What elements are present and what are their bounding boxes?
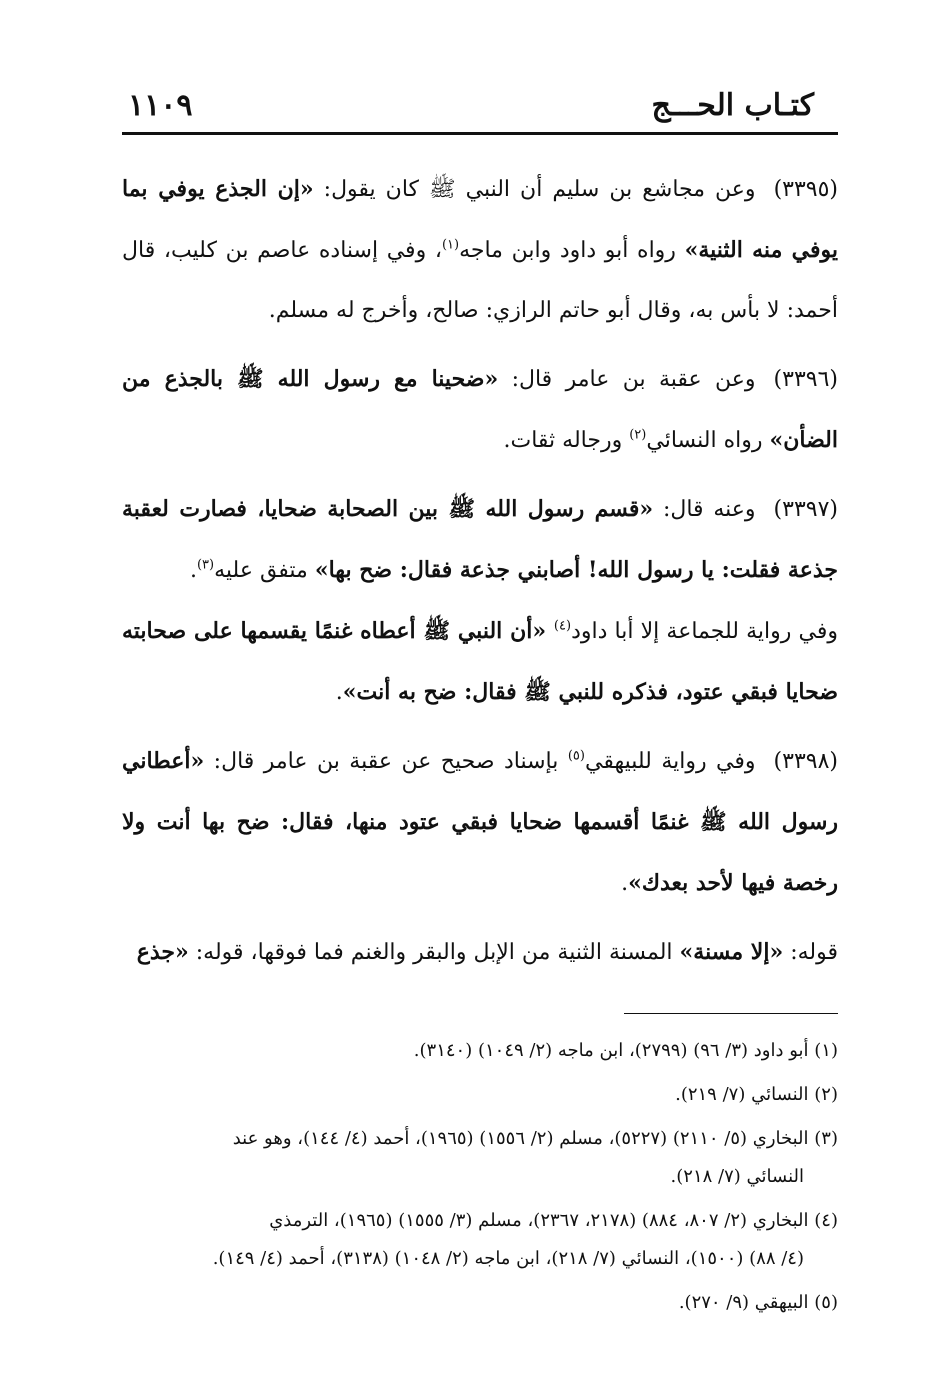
hadith-quote: «إن الجذع يوفي بما يوفي منه الثنية» [122,176,839,263]
text-span: المسنة الثنية من الإبل والبقر والغنم فما فوقها، قوله: [188,940,680,965]
commentary-paragraph [122,922,838,983]
text-span: وعنه قال: [653,497,756,522]
footnote-3: (٣) البخاري (٥/ ٢١١٠) (٥٢٢٧)، مسلم (٢/ ١٥٥٦) (١٩٦٥)، أحمد (٤/ ١٤٤)، وهو عند [232,1128,838,1149]
hadith-number: (٣٣٩٧) [773,497,838,522]
text-span: . [621,871,629,896]
text-span: ورجاله ثقات. [503,428,630,453]
text-span: وفي رواية للبيهقي [584,749,756,774]
hadith-quote: «قسم رسول الله ﷺ بين الصحابة ضحايا، فصارت لعقبة جذعة فقلت: يا رسول الله! أصابني جذعة فقال: ضح بها» [122,496,838,583]
text-span: رواه النسائي [646,428,770,453]
text-span: وفي رواية للجماعة إلا أبا داود [571,619,838,644]
footnote-ref[interactable]: (٤) [553,618,572,634]
hadith-quote: «ضحينا مع رسول الله ﷺ بالجذع من الضأن» [122,366,838,453]
text-span: . [335,680,343,705]
text-span: قوله: [783,940,838,965]
paragraph-3398 [122,731,838,914]
footnote-3-continued: النسائي (٧/ ٢١٨). [670,1166,804,1187]
footnote-ref[interactable]: (٥) [567,748,585,764]
footnotes [122,1032,838,1322]
hadith-quote: «أن النبي ﷺ أعطاه غنمًا يقسمها على صحابته ضحايا فبقي عتود، فذكره للنبي ﷺ فقال: ضح به أنت» [122,618,838,705]
text-span: وعن مجاشع بن سليم أن النبي ﷺ كان يقول: [313,177,756,202]
page [122,88,838,1328]
footnote-ref[interactable]: (٣) [196,557,215,573]
paragraph-3396 [122,349,838,471]
hadith-quote: «إلا مسنة» [679,939,784,965]
page-number: ١١٠٩ [128,88,193,123]
footnote-divider [624,1013,838,1014]
text-span: ، وفي إسناده عاصم بن كليب، قال أحمد: لا بأس به، وقال أبو حاتم الرازي: صالح، وأخرج له مسلم. [122,238,838,323]
text-span: . [189,558,197,583]
text-span: بإسناد صحيح عن عقبة بن عامر قال: [204,749,568,774]
text-span: متفق عليه [214,558,315,583]
paragraph-3397 [122,479,838,723]
text-span: وعن عقبة بن عامر قال: [498,367,756,392]
footnote-2: (٢) النسائي (٧/ ٢١٩). [675,1084,838,1105]
text-span: رواه أبو داود وابن ماجه [459,238,685,263]
hadith-quote: «جذع [136,939,189,965]
footnote-ref[interactable]: (١) [441,237,460,253]
hadith-number: (٣٣٩٦) [773,367,838,392]
footnote-4: (٤) البخاري (٢/ ٨٠٧، ٨٨٤) (٢١٧٨، ٢٣٦٧)، مسلم (٣/ ١٥٥٥) (١٩٦٥)، الترمذي [269,1210,838,1231]
footnote-4-continued: (٤/ ٨٨) (١٥٠٠)، النسائي (٧/ ٢١٨)، ابن ماجه (٢/ ١٠٤٨) (٣١٣٨)، أحمد (٤/ ١٤٩). [212,1248,804,1269]
footnote-1: (١) أبو داود (٣/ ٩٦) (٢٧٩٩)، ابن ماجه (٢/ ١٠٤٩) (٣١٤٠). [413,1040,838,1061]
hadith-quote: «أعطاني رسول الله ﷺ غنمًا أقسمها ضحايا فبقي عتود منها، فقال: ضح بها أنت ولا رخصة فيها لأحد بعدك» [122,748,838,896]
hadith-number: (٣٣٩٥) [773,177,839,202]
running-header [122,88,838,135]
footnote-5: (٥) البيهقي (٩/ ٢٧٠). [678,1292,838,1313]
paragraph-3395 [122,159,838,341]
main-text [122,159,838,983]
footnote-ref[interactable]: (٢) [629,427,647,443]
hadith-number: (٣٣٩٨) [773,749,838,774]
book-title: كتـاب الحـــج [651,88,814,123]
